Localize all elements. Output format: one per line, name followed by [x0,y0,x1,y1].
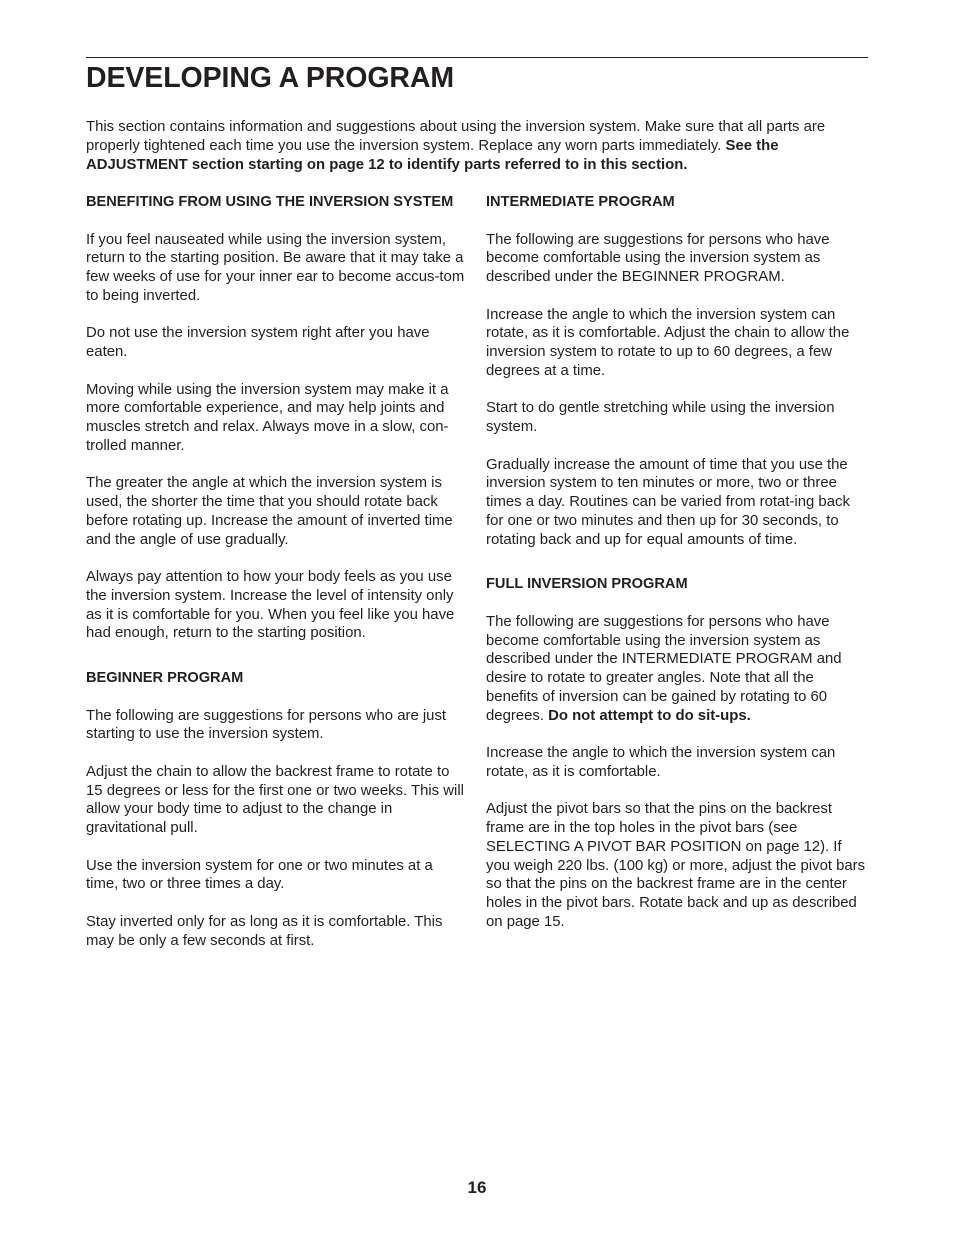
page-title: DEVELOPING A PROGRAM [86,62,454,94]
left-column [86,193,469,969]
benefiting-paragraph: The greater the angle at which the inversion system is used, the shorter the time that you should rotate back before rotating up. Increase the amount of inverted time and the angle of use gradually. [86,475,453,548]
benefiting-heading: BENEFITING FROM USING THE INVERSION SYSTEM [86,194,454,210]
full-inversion-paragraph: Increase the angle to which the inversion system can rotate, as it is comfortable. [486,745,836,780]
top-rule [86,57,868,58]
benefiting-paragraph: Do not use the inversion system right after you have eaten. [86,325,430,360]
sit-ups-warning: Do not attempt to do sit-ups. [548,707,751,724]
full-inversion-heading: FULL INVERSION PROGRAM [486,576,688,593]
full-inversion-text: The following are suggestions for persons who have become comfortable using the inversion system as described under the INTERMEDIATE PROGRAM and desire to rotate to greater angles. Note that all the benefits of inversion can be gained by rotating to 60 degrees. [486,613,842,724]
beginner-paragraph: Use the inversion system for one or two minutes at a time, two or three times a day. [86,857,433,893]
beginner-heading: BEGINNER PROGRAM [86,670,244,686]
full-inversion-paragraph [486,613,866,726]
full-inversion-paragraph: Adjust the pivot bars so that the pins on the backrest frame are in the top holes in the pivot bars (see SELECTING A PIVOT BAR POSITION on page 12). If you weigh 220 lbs. (100 kg) or more, adjust the pivot bars so that the pins on the backrest frame are in the center holes in the pivot bars. Rotate back and up as described on page 15. [486,801,866,930]
page-number: 16 [467,1178,487,1197]
intermediate-paragraph: Increase the angle to which the inversion system can rotate, as it is comfortable. Adjust the chain to allow the inversion system to rotate to up to 60 degrees, a few degrees at a time. [486,306,850,379]
intro-text: This section contains information and suggestions about using the inversion system. Make sure that all parts are properly tightened each time you use the inversion system. Replace any worn parts immediately. [86,119,826,154]
beginner-paragraph: Adjust the chain to allow the backrest frame to rotate to 15 degrees or less for the first one or two weeks. This will allow your body time to adjust to the change in gravitational pull. [86,763,464,836]
intermediate-heading: INTERMEDIATE PROGRAM [486,194,675,210]
intermediate-paragraph: Gradually increase the amount of time that you use the inversion system to ten minutes or more, two or three times a day. Routines can be varied from rotat-ing back for one or two minutes and then up for 30 seconds, to rotating back and up for equal amounts of time. [486,456,850,548]
beginner-paragraph: The following are suggestions for persons who are just starting to use the inversion system. [86,707,447,743]
benefiting-paragraph: Moving while using the inversion system may make it a more comfortable experience, and may help joints and muscles stretch and relax. Always move in a slow, con-trolled manner. [86,381,449,454]
right-column [486,193,866,950]
intermediate-paragraph: The following are suggestions for persons who have become comfortable using the inversion system as described under the BEGINNER PROGRAM. [486,231,830,285]
benefiting-paragraph: If you feel nauseated while using the inversion system, return to the starting position. Be aware that it may take a few weeks of use for your inner ear to become accus-tom to being inverted. [86,231,465,304]
intermediate-paragraph: Start to do gentle stretching while using the inversion system. [486,400,835,435]
intro-paragraph [86,118,870,174]
intro-bold-text: See the ADJUSTMENT section starting on page 12 to identify parts referred to in this section. [86,137,779,173]
benefiting-paragraph: Always pay attention to how your body feels as you use the inversion system. Increase the level of intensity only as it is comfortable for you. When you feel like you have had enough, return to the starting position. [86,569,455,642]
beginner-paragraph: Stay inverted only for as long as it is comfortable. This may be only a few seconds at first. [86,913,443,949]
